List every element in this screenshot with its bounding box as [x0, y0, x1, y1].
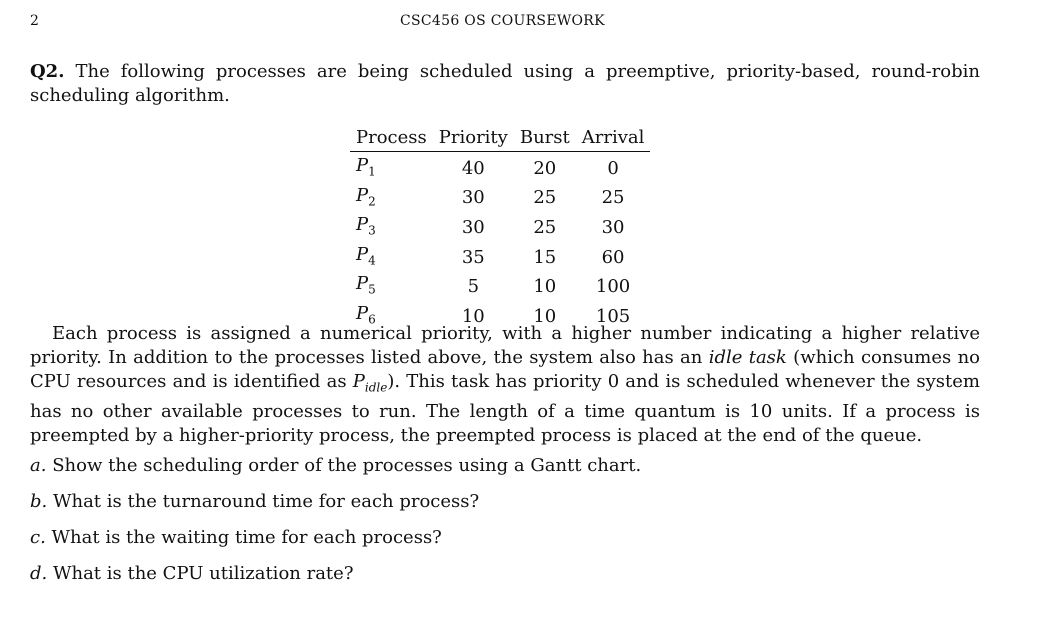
part-text: What is the waiting time for each process? — [51, 527, 442, 548]
table-row — [350, 152, 650, 184]
running-head: CSC456 OS COURSEWORK — [400, 13, 605, 29]
table-row — [350, 213, 650, 243]
header-burst: Burst — [514, 127, 576, 152]
question-parts — [30, 454, 980, 598]
table-row — [350, 272, 650, 302]
process-cell — [350, 184, 433, 214]
description-paragraph — [30, 322, 980, 448]
burst-cell: 25 — [533, 187, 557, 209]
arrival-cell: 105 — [595, 305, 631, 327]
question-part-a — [30, 454, 980, 490]
process-subscript: 6 — [368, 312, 376, 327]
part-label: b. — [30, 491, 48, 512]
process-table-container — [350, 127, 650, 332]
description-part-3: ). This task has priority 0 and is scheduled whenever the system has no other available processes to run. The length of a time quantum is 10 units. If a process is preempted by a higher-priority process, the preempted process is placed at the end of the queue. — [30, 371, 980, 446]
process-table — [350, 127, 650, 332]
burst-cell: 15 — [533, 246, 557, 268]
question-part-d — [30, 562, 980, 598]
process-subscript: 2 — [368, 194, 376, 209]
part-label: c. — [30, 527, 46, 548]
burst-cell: 10 — [533, 276, 557, 298]
question-part-b — [30, 490, 980, 526]
page-number: 2 — [30, 13, 39, 29]
priority-cell: 35 — [461, 246, 485, 268]
process-cell — [350, 152, 433, 184]
process-subscript: 1 — [368, 164, 376, 179]
question-label: Q2. — [30, 61, 65, 82]
process-subscript: 3 — [368, 223, 376, 238]
priority-cell: 10 — [461, 305, 485, 327]
process-subscript: 4 — [368, 253, 376, 268]
arrival-cell: 60 — [601, 246, 625, 268]
idle-task-term: idle task — [708, 347, 787, 368]
header-arrival: Arrival — [576, 127, 651, 152]
part-label: a. — [30, 455, 47, 476]
process-cell — [350, 243, 433, 273]
priority-cell: 40 — [461, 157, 485, 179]
table-row — [350, 184, 650, 214]
process-name: P — [356, 184, 369, 206]
arrival-cell: 100 — [595, 276, 631, 298]
header-process: Process — [350, 127, 433, 152]
pidle-symbol — [352, 371, 388, 395]
process-cell — [350, 213, 433, 243]
part-label: d. — [30, 563, 48, 584]
question-statement — [30, 60, 980, 108]
question-text: The following processes are being scheduled using a preemptive, priority-based, round-robin scheduling algorithm. — [30, 61, 980, 106]
arrival-cell: 25 — [601, 187, 625, 209]
process-name: P — [356, 243, 369, 265]
process-cell — [350, 272, 433, 302]
process-subscript: 5 — [368, 282, 376, 297]
description-part-2: (which consumes no CPU resources and is identified as — [30, 347, 981, 392]
burst-cell: 20 — [533, 157, 557, 179]
process-name: P — [356, 214, 369, 236]
part-text: What is the turnaround time for each process? — [52, 491, 480, 512]
pidle-subscript: idle — [364, 380, 388, 395]
priority-cell: 5 — [467, 276, 480, 298]
pidle-p: P — [352, 371, 365, 392]
header-priority: Priority — [433, 127, 514, 152]
priority-cell: 30 — [461, 216, 485, 238]
process-name: P — [356, 273, 369, 295]
part-text: What is the CPU utilization rate? — [52, 563, 354, 584]
table-row — [350, 243, 650, 273]
page-header — [30, 13, 1010, 33]
description-part-1: Each process is assigned a numerical priority, with a higher number indicating a higher relative priority. In addition to the processes listed above, the system also has an — [30, 323, 980, 368]
question-part-c — [30, 526, 980, 562]
burst-cell: 25 — [533, 216, 557, 238]
process-name: P — [356, 302, 369, 324]
arrival-cell: 30 — [601, 216, 625, 238]
priority-cell: 30 — [461, 187, 485, 209]
burst-cell: 10 — [533, 305, 557, 327]
arrival-cell: 0 — [607, 157, 619, 179]
process-name: P — [356, 155, 369, 176]
table-header-row — [350, 127, 650, 152]
part-text: Show the scheduling order of the processes using a Gantt chart. — [52, 455, 642, 476]
